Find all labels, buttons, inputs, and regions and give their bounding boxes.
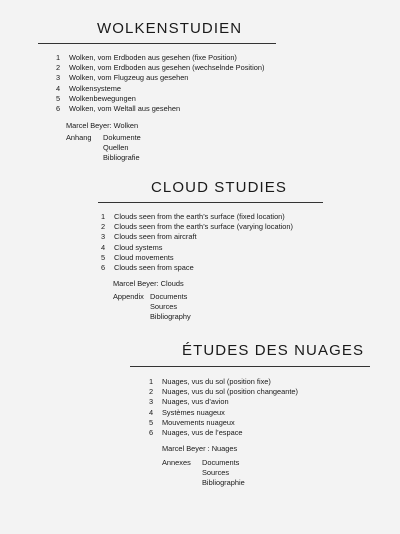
appendix-block [113,292,191,323]
item-number: 6 [149,428,154,438]
contents-item [56,104,264,114]
item-text: Systèmes nuageux [162,407,225,417]
title-rule [98,202,323,203]
item-number: 2 [101,222,106,232]
section-title: WOLKENSTUDIEN [97,20,243,37]
title-rule [38,43,276,44]
item-number: 5 [56,93,61,103]
item-text: Wolken, vom Flugzeug aus gesehen [69,73,189,83]
author-note: Marcel Beyer: Clouds [113,279,184,288]
author-note: Marcel Beyer : Nuages [162,444,238,453]
contents-list [56,53,264,114]
contents-item [149,377,298,387]
contents-item [56,53,264,63]
contents-item [56,84,264,94]
item-number: 4 [101,242,106,252]
contents-item [101,222,293,232]
section-title: CLOUD STUDIES [151,179,287,196]
item-text: Wolken, vom Weltall aus gesehen [69,104,181,114]
item-text: Wolkenbewegungen [69,93,136,103]
contents-item [149,428,298,438]
item-number: 3 [149,397,154,407]
title-rule [130,366,370,367]
contents-item [101,232,293,242]
item-number: 1 [101,212,106,221]
appendix-block [162,458,245,489]
appendix-item: Bibliografie [103,153,140,163]
item-number: 6 [101,263,106,273]
appendix-item: Documents [150,292,188,301]
item-text: Nuages, vus de l’espace [162,428,243,438]
contents-item [149,418,298,428]
item-text: Nuages, vus du sol (position changeante) [162,387,298,397]
appendix-items [103,133,141,164]
contents-item [101,212,293,222]
contents-item [101,253,293,263]
appendix-item: Quellen [103,143,129,153]
item-text: Nuages, vus d’avion [162,397,229,407]
item-number: 6 [56,104,61,114]
item-number: 3 [56,73,61,83]
contents-item [149,397,298,407]
appendix-item: Dokumente [103,133,141,142]
contents-item [56,63,264,73]
appendix-item: Sources [202,468,230,478]
item-number: 1 [149,377,154,386]
appendix-items [202,458,245,489]
item-text: Nuages, vus du sol (position fixe) [162,377,271,386]
item-number: 4 [149,407,154,417]
section-title: ÉTUDES DES NUAGES [182,342,365,359]
item-text: Cloud movements [114,252,174,262]
item-number: 4 [56,83,61,93]
contents-list [101,212,293,273]
item-number: 2 [56,63,61,73]
item-text: Wolkensysteme [69,83,122,93]
appendix-item: Sources [150,302,178,312]
appendix-item: Bibliography [150,312,191,322]
contents-list [149,377,298,438]
appendix-item: Documents [202,458,240,467]
contents-item [149,387,298,397]
appendix-item: Bibliographie [202,478,245,488]
item-number: 1 [56,53,61,62]
item-text: Clouds seen from the earth’s surface (fixed location) [114,212,285,221]
contents-item [101,263,293,273]
contents-item [101,243,293,253]
appendix-label: Anhang [66,133,92,142]
item-text: Cloud systems [114,242,163,252]
item-number: 3 [101,232,106,242]
appendix-block [66,133,141,164]
contents-item [56,94,264,104]
author-note: Marcel Beyer: Wolken [66,121,139,130]
item-text: Clouds seen from the earth’s surface (varying location) [114,222,293,232]
appendix-label: Annexes [162,458,191,467]
item-number: 5 [149,417,154,427]
appendix-label: Appendix [113,292,144,301]
item-text: Mouvements nuageux [162,417,235,427]
item-text: Wolken, vom Erdboden aus gesehen (fixe Position) [69,53,237,62]
item-text: Wolken, vom Erdboden aus gesehen (wechselnde Position) [69,63,265,73]
item-text: Clouds seen from space [114,263,194,273]
item-number: 5 [101,252,106,262]
contents-item [56,73,264,83]
item-text: Clouds seen from aircraft [114,232,197,242]
contents-item [149,408,298,418]
appendix-items [150,292,191,323]
item-number: 2 [149,387,154,397]
